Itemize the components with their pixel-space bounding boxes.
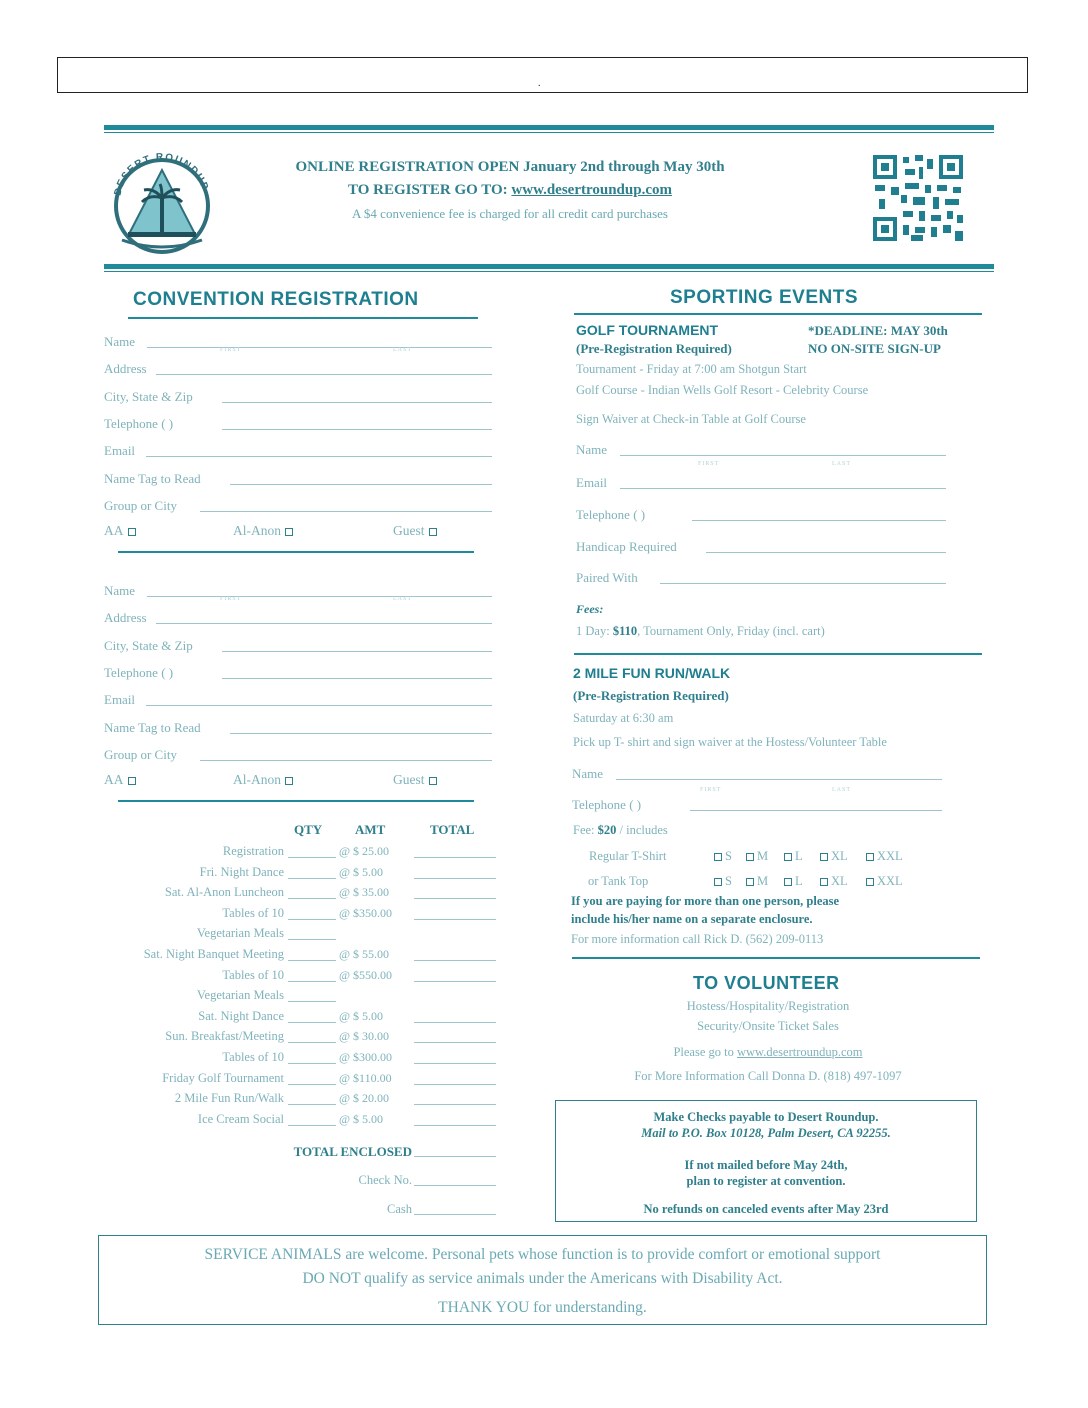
golf-label-paired-with: Paired With <box>576 570 638 585</box>
run-input-telephone[interactable] <box>690 797 942 811</box>
golf-input-name[interactable] <box>620 442 946 456</box>
reg2-label-name: Name <box>104 583 136 598</box>
order-row-qty-input[interactable] <box>288 1029 336 1043</box>
order-row-qty-input[interactable] <box>288 926 336 940</box>
fun-run-info: For more information call Rick D. (562) 209-0113 <box>571 932 824 946</box>
golf-label-telephone: Telephone ( ) <box>576 507 646 522</box>
header-bottom-rule <box>104 264 994 269</box>
order-row-label: Vegetarian Meals <box>196 988 284 1003</box>
golf-input-handicap-required[interactable] <box>706 539 946 553</box>
order-row-qty-input[interactable] <box>288 968 336 982</box>
order-row-total-input[interactable] <box>414 1029 496 1043</box>
reg2-label-name-tag-to-read: Name Tag to Read <box>104 719 201 735</box>
header-text <box>240 156 780 225</box>
reg2-option-guest-checkbox[interactable] <box>429 777 437 785</box>
order-row-qty-input[interactable] <box>288 947 336 961</box>
svg-text:DESERT ROUNDUP: DESERT ROUNDUP <box>112 151 211 197</box>
order-row-total-input[interactable] <box>414 968 496 982</box>
order-row-label: Tables of 10 <box>222 967 284 982</box>
run-field-telephone <box>572 797 942 813</box>
shirt-size-checkbox[interactable] <box>784 853 792 861</box>
shirt-size-checkbox[interactable] <box>714 878 722 886</box>
convention-registration-title: CONVENTION REGISTRATION <box>133 289 419 310</box>
run-sub-first: FIRST <box>700 787 722 793</box>
shirt-size-label: M <box>757 849 769 863</box>
golf-sub-last: LAST <box>832 461 851 467</box>
order-row-total-input[interactable] <box>414 844 496 858</box>
order-row-qty-input[interactable] <box>288 906 336 920</box>
shirt-size-option-s[interactable] <box>714 874 732 889</box>
order-row-qty-input[interactable] <box>288 1050 336 1064</box>
qr-code <box>873 155 963 241</box>
fun-run-prereg: (Pre-Registration Required) <box>573 688 729 703</box>
reg1-field-group-or-city <box>104 498 492 514</box>
reg2-input-group-or-city[interactable] <box>200 747 492 761</box>
order-row-total-input[interactable] <box>414 1050 496 1064</box>
convenience-fee-line: A $4 convenience fee is charged for all credit card purchases <box>352 206 668 221</box>
shirt-size-label: XL <box>831 874 848 888</box>
reg2-input-city-state-zip[interactable] <box>222 638 492 652</box>
volunteer-go-prefix: Please go to <box>673 1045 737 1059</box>
order-row-label: Vegetarian Meals <box>196 926 284 941</box>
run-label-name: Name <box>572 766 604 781</box>
golf-line-2: Golf Course - Indian Wells Golf Resort - Celebrity Course <box>576 383 869 397</box>
reg1-option-guest-label: Guest <box>393 523 425 538</box>
run-label-telephone: Telephone ( ) <box>572 797 642 812</box>
shirt-size-label: XXL <box>877 849 903 863</box>
fun-run-line-1: Saturday at 6:30 am <box>573 711 674 725</box>
reg2-option-al-anon[interactable] <box>233 772 293 788</box>
shirt-size-label: S <box>725 849 732 863</box>
reg2-option-aa-label: AA <box>104 772 124 787</box>
to-volunteer-title: TO VOLUNTEER <box>693 973 840 993</box>
reg2-field-name <box>104 583 492 599</box>
reg1-option-al-anon-checkbox[interactable] <box>285 528 293 536</box>
reg1-field-email <box>104 443 492 459</box>
shirt-size-label: M <box>757 874 769 888</box>
reg1-label-email: Email <box>104 443 136 459</box>
golf-label-name: Name <box>576 442 608 457</box>
desert-roundup-logo <box>104 140 220 258</box>
golf-tournament-title: GOLF TOURNAMENT <box>576 322 719 338</box>
order-row-label: Tables of 10 <box>222 1050 284 1064</box>
order-row-qty-input[interactable] <box>288 1009 336 1023</box>
order-row-qty-input[interactable] <box>288 988 336 1002</box>
total-header: TOTAL <box>430 822 475 837</box>
order-row-label: Tables of 10 <box>222 905 284 920</box>
golf-fees-line <box>576 624 825 639</box>
golf-label-handicap-required: Handicap Required <box>576 539 677 554</box>
order-row-amount: @ $ 55.00 <box>339 947 390 961</box>
reg1-option-guest[interactable] <box>393 523 437 539</box>
golf-label-email: Email <box>576 475 608 490</box>
reg1-input-email[interactable] <box>146 443 492 457</box>
shirt-size-label: XXL <box>877 874 903 888</box>
reg1-label-name-tag-to-read: Name Tag to Read <box>104 470 201 486</box>
shirt-size-option-m[interactable] <box>746 874 768 889</box>
reg2-field-email <box>104 692 492 708</box>
reg2-field-address <box>104 610 492 626</box>
shirt-size-option-xl[interactable] <box>820 874 848 889</box>
order-row-total-input[interactable] <box>414 885 496 899</box>
order-row-total-input[interactable] <box>414 947 496 961</box>
order-row-total-input[interactable] <box>414 1112 496 1126</box>
shirt-size-option-xxl[interactable] <box>866 874 903 889</box>
run-sub-last: LAST <box>832 787 851 793</box>
reg2-label-email: Email <box>104 692 136 708</box>
shirt-type-or-tank-top: or Tank Top <box>588 874 649 888</box>
golf-fees-suffix: , Tournament Only, Friday (incl. cart) <box>637 624 825 638</box>
sporting-title-rule <box>574 313 982 315</box>
reg2-field-group-or-city <box>104 747 492 763</box>
order-row-qty-input[interactable] <box>288 865 336 879</box>
volunteer-text <box>560 996 976 1086</box>
order-row-label: Friday Golf Tournament <box>162 1070 284 1085</box>
reg1-field-address <box>104 361 492 377</box>
order-row-amount: @ $ 5.00 <box>339 864 384 879</box>
golf-field-name <box>576 442 946 458</box>
fun-run-note-2: include his/her name on a separate enclosure. <box>571 912 813 926</box>
order-row-total-input[interactable] <box>414 865 496 879</box>
golf-fees-prefix: 1 Day: <box>576 624 613 638</box>
header-bottom-rule-thin <box>104 271 994 272</box>
shirt-size-checkbox[interactable] <box>820 878 828 886</box>
order-row-amount: @ $ 25.00 <box>339 844 390 858</box>
order-row-amount: @ $ 20.00 <box>339 1091 390 1106</box>
shirt-size-label: S <box>725 874 732 888</box>
order-row-amount: @ $ 35.00 <box>339 885 390 900</box>
total-enclosed-line[interactable] <box>414 1143 496 1157</box>
registrant-2-divider <box>118 800 474 802</box>
order-row-label: 2 Mile Fun Run/Walk <box>174 1091 284 1106</box>
reg1-label-city-state-zip: City, State & Zip <box>104 388 193 404</box>
order-row-label: Sun. Breakfast/Meeting <box>165 1029 284 1044</box>
reg1-input-city-state-zip[interactable] <box>222 389 492 403</box>
golf-field-email <box>576 475 946 491</box>
golf-line-3: Sign Waiver at Check-in Table at Golf Course <box>576 412 806 426</box>
volunteer-line-4: For More Information Call Donna D. (818) 497-1097 <box>634 1069 902 1083</box>
service-animals-box <box>98 1235 987 1325</box>
shirt-size-option-m[interactable] <box>746 849 768 864</box>
shirt-size-label: XL <box>831 849 848 863</box>
fun-run-fee-prefix: Fee: <box>573 823 598 837</box>
register-go-line <box>240 179 780 202</box>
reg2-label-telephone: Telephone ( ) <box>104 664 174 680</box>
shirt-size-checkbox[interactable] <box>820 853 828 861</box>
fun-run-note-1: If you are paying for more than one person, please <box>571 894 840 908</box>
footer-line-1: SERVICE ANIMALS are welcome. Personal pets whose function is to provide comfort or emotional support <box>204 1246 881 1263</box>
order-row-amount: @ $ 5.00 <box>339 1008 384 1023</box>
check-no-label: Check No. <box>358 1173 412 1187</box>
shirt-size-checkbox[interactable] <box>866 878 874 886</box>
reg1-label-telephone: Telephone ( ) <box>104 415 174 431</box>
qty-header: QTY <box>294 822 323 837</box>
reg2-option-aa-checkbox[interactable] <box>128 777 136 785</box>
shirt-size-checkbox[interactable] <box>784 878 792 886</box>
golf-field-paired-with <box>576 570 946 586</box>
mail-line-4: plan to register at convention. <box>686 1174 846 1188</box>
register-go-prefix: TO REGISTER GO TO: <box>348 182 512 198</box>
fun-run-fee-amount: $20 <box>597 823 617 837</box>
golf-input-telephone[interactable] <box>692 507 946 521</box>
reg2-option-guest[interactable] <box>393 772 437 788</box>
reg1-option-guest-checkbox[interactable] <box>429 528 437 536</box>
footer-line-2: DO NOT qualify as service animals under the Americans with Disability Act. <box>302 1270 783 1287</box>
run-field-name <box>572 766 942 782</box>
reg2-option-aa[interactable] <box>104 772 136 788</box>
reg2-sub-last: LAST <box>393 596 412 602</box>
reg1-input-telephone[interactable] <box>222 416 492 430</box>
mail-line-1: Make Checks payable to Desert Roundup. <box>653 1110 879 1124</box>
golf-field-telephone <box>576 507 946 523</box>
order-row-total-input[interactable] <box>414 906 496 920</box>
order-row-qty-input[interactable] <box>288 844 336 858</box>
golf-no-onsite: NO ON-SITE SIGN-UP <box>808 341 941 356</box>
reg2-input-address[interactable] <box>156 610 492 624</box>
fun-run-divider <box>572 957 980 959</box>
golf-prereg: (Pre-Registration Required) <box>576 341 732 356</box>
volunteer-line-2: Security/Onsite Ticket Sales <box>697 1019 839 1033</box>
mail-line-3: If not mailed before May 24th, <box>684 1158 848 1172</box>
register-url-link[interactable]: www.desertroundup.com <box>511 182 672 198</box>
reg1-label-address: Address <box>104 361 147 377</box>
reg1-option-aa-checkbox[interactable] <box>128 528 136 536</box>
golf-input-email[interactable] <box>620 475 946 489</box>
footer-line-3: THANK YOU for understanding. <box>438 1299 647 1316</box>
reg2-input-name-tag-to-read[interactable] <box>230 720 492 734</box>
sporting-events-title: SPORTING EVENTS <box>670 287 859 308</box>
reg1-field-name-tag-to-read <box>104 471 492 487</box>
run-input-name[interactable] <box>616 766 942 780</box>
golf-line-1: Tournament - Friday at 7:00 am Shotgun Start <box>576 362 807 376</box>
order-row-qty-input[interactable] <box>288 1112 336 1126</box>
order-row-amount: @ $110.00 <box>339 1070 392 1085</box>
fun-run-fee-suffix: / includes <box>616 823 668 837</box>
order-row-total-input[interactable] <box>414 1009 496 1023</box>
reg1-sub-last: LAST <box>393 347 412 353</box>
golf-input-paired-with[interactable] <box>660 570 946 584</box>
top-blank-box: . <box>57 57 1028 93</box>
fun-run-title: 2 MILE FUN RUN/WALK <box>573 665 731 681</box>
order-row-amount: @ $ 30.00 <box>339 1029 390 1044</box>
reg1-field-name <box>104 334 492 350</box>
volunteer-url-link[interactable]: www.desertroundup.com <box>736 1045 863 1059</box>
fun-run-fee-line <box>573 823 668 838</box>
convention-title-rule <box>128 317 478 319</box>
order-row-amount: @ $350.00 <box>339 905 393 920</box>
shirt-size-checkbox[interactable] <box>746 853 754 861</box>
fun-run-line-2: Pick up T- shirt and sign waiver at the Hostess/Volunteer Table <box>573 735 887 749</box>
reg1-field-telephone <box>104 416 492 432</box>
order-row-qty-input[interactable] <box>288 1071 336 1085</box>
volunteer-line-3 <box>560 1042 976 1062</box>
order-row-qty-input[interactable] <box>288 885 336 899</box>
shirt-size-option-l[interactable] <box>784 874 803 889</box>
mail-checks-box <box>555 1100 977 1222</box>
cash-line[interactable] <box>414 1201 496 1215</box>
reg2-input-telephone[interactable] <box>222 665 492 679</box>
order-row-amount: @ $ 5.00 <box>339 1111 384 1126</box>
reg1-option-al-anon[interactable] <box>233 523 293 539</box>
reg2-option-al-anon-checkbox[interactable] <box>285 777 293 785</box>
reg2-input-name[interactable] <box>147 583 492 597</box>
order-row-label: Sat. Night Dance <box>198 1008 284 1023</box>
reg2-field-name-tag-to-read <box>104 720 492 736</box>
reg2-label-group-or-city: Group or City <box>104 746 177 762</box>
header-top-rule-thin <box>104 132 994 133</box>
volunteer-line-1: Hostess/Hospitality/Registration <box>686 999 850 1013</box>
shirt-size-label: L <box>795 849 803 863</box>
shirt-size-option-xl[interactable] <box>820 849 848 864</box>
reg2-option-al-anon-label: Al-Anon <box>233 772 281 787</box>
header-top-rule <box>104 125 994 130</box>
order-row-label: Sat. Night Banquet Meeting <box>143 947 284 961</box>
registrant-1-divider <box>118 551 474 553</box>
reg2-input-email[interactable] <box>146 692 492 706</box>
shirt-type-regular-t-shirt: Regular T-Shirt <box>589 849 667 863</box>
order-row-label: Ice Cream Social <box>197 1111 284 1126</box>
reg1-field-city-state-zip <box>104 389 492 405</box>
mail-line-5: No refunds on canceled events after May 23rd <box>643 1202 889 1216</box>
order-row-qty-input[interactable] <box>288 1091 336 1105</box>
total-enclosed-label: TOTAL ENCLOSED <box>293 1144 412 1159</box>
registration-open-line: ONLINE REGISTRATION OPEN January 2nd through May 30th <box>295 159 725 175</box>
reg2-label-city-state-zip: City, State & Zip <box>104 637 193 653</box>
reg1-label-name: Name <box>104 334 136 349</box>
order-row-total-input[interactable] <box>414 1091 496 1105</box>
order-row-label: Fri. Night Dance <box>199 864 284 879</box>
golf-field-handicap-required <box>576 539 946 555</box>
shirt-size-option-s[interactable] <box>714 849 732 864</box>
shirt-size-checkbox[interactable] <box>746 878 754 886</box>
order-row-label: Registration <box>222 844 284 858</box>
reg2-field-telephone <box>104 665 492 681</box>
order-row-amount: @ $300.00 <box>339 1050 393 1064</box>
reg1-option-aa-label: AA <box>104 523 124 538</box>
order-row-label: Sat. Al-Anon Luncheon <box>164 885 284 900</box>
shirt-size-option-l[interactable] <box>784 849 803 864</box>
shirt-size-checkbox[interactable] <box>866 853 874 861</box>
reg1-input-group-or-city[interactable] <box>200 498 492 512</box>
reg1-label-group-or-city: Group or City <box>104 497 177 513</box>
reg2-option-guest-label: Guest <box>393 772 425 787</box>
golf-sub-first: FIRST <box>698 461 720 467</box>
reg1-input-name-tag-to-read[interactable] <box>230 471 492 485</box>
reg1-sub-first: FIRST <box>220 347 242 353</box>
golf-divider <box>574 653 982 655</box>
shirt-size-checkbox[interactable] <box>714 853 722 861</box>
order-row-amount: @ $550.00 <box>339 967 393 982</box>
shirt-size-option-xxl[interactable] <box>866 849 903 864</box>
reg1-option-aa[interactable] <box>104 523 136 539</box>
amt-header: AMT <box>355 822 386 837</box>
reg1-option-al-anon-label: Al-Anon <box>233 523 281 538</box>
reg2-label-address: Address <box>104 610 147 626</box>
check-no-line[interactable] <box>414 1172 496 1186</box>
reg1-input-name[interactable] <box>147 334 492 348</box>
order-row-total-input[interactable] <box>414 1071 496 1085</box>
reg2-sub-first: FIRST <box>220 596 242 602</box>
mail-line-2: Mail to P.O. Box 10128, Palm Desert, CA 92255. <box>641 1126 891 1140</box>
golf-fees-label: Fees: <box>576 602 604 616</box>
golf-deadline: *DEADLINE: MAY 30th <box>808 323 948 338</box>
reg1-input-address[interactable] <box>156 361 492 375</box>
shirt-size-label: L <box>795 874 803 888</box>
golf-fees-amount: $110 <box>612 624 638 638</box>
reg2-field-city-state-zip <box>104 638 492 654</box>
cash-label: Cash <box>387 1202 412 1216</box>
